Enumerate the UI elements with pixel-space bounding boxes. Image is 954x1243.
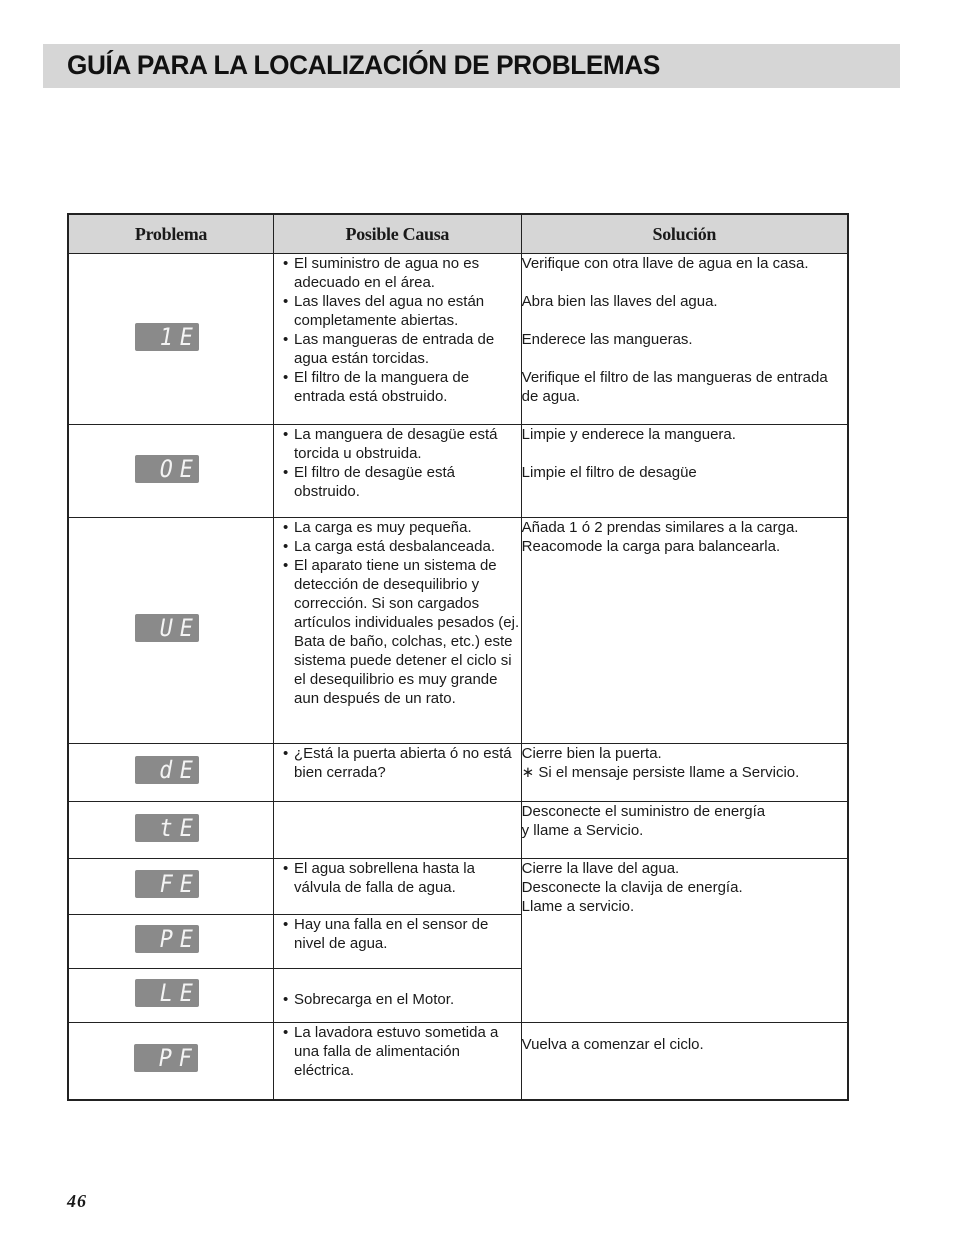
solution-text: Llame a servicio. xyxy=(521,898,635,915)
lcd-display-icon xyxy=(135,979,199,1007)
page-title: GUÍA PARA LA LOCALIZACIÓN DE PROBLEMAS xyxy=(67,50,660,80)
solution-text: Cierre la llave del agua. xyxy=(521,860,680,877)
title-banner xyxy=(43,44,900,88)
lcd-digit: 1 xyxy=(157,322,176,351)
table-row xyxy=(68,859,848,915)
cause-cell xyxy=(274,425,522,518)
solution-text: Abra bien las llaves del agua. xyxy=(521,293,718,310)
cause-cell xyxy=(274,254,522,425)
lcd-digit: P xyxy=(157,925,176,953)
header-posible-causa: Posible Causa xyxy=(274,214,522,254)
lcd-display-icon xyxy=(135,870,199,898)
cause-item: • El filtro de la manguera de entrada está obstruido. xyxy=(274,368,521,406)
error-code-cell xyxy=(68,254,274,425)
cause-item: • Hay una falla en el sensor de nivel de agua. xyxy=(274,915,521,953)
error-code-cell xyxy=(68,518,274,744)
solution-cell xyxy=(521,744,848,802)
lcd-digit: E xyxy=(177,454,196,483)
header-problema: Problema xyxy=(68,214,274,254)
cause-item: • Las llaves del agua no están completamente abiertas. xyxy=(274,292,521,330)
table-row xyxy=(68,802,848,859)
lcd-digit: E xyxy=(177,614,196,642)
lcd-digit: E xyxy=(177,870,196,898)
lcd-digit: E xyxy=(177,322,196,351)
solution-text: Desconecte la clavija de energía. xyxy=(521,879,743,896)
table-row xyxy=(68,425,848,518)
solution-text: Reacomode la carga para balancearla. xyxy=(521,538,781,555)
lcd-display-icon xyxy=(135,925,199,953)
lcd-digit: L xyxy=(157,979,176,1007)
lcd-digit: O xyxy=(157,454,176,483)
solution-text: Limpie y enderece la manguera. xyxy=(521,426,736,443)
lcd-digit: F xyxy=(176,1044,195,1073)
error-code-cell xyxy=(68,802,274,859)
header-solucion: Solución xyxy=(521,214,848,254)
cause-item: • Sobrecarga en el Motor. xyxy=(274,990,521,1009)
solution-text: Verifique el filtro de las mangueras de entrada de agua. xyxy=(521,369,828,405)
cause-cell xyxy=(274,518,522,744)
lcd-digit: F xyxy=(157,870,176,898)
solution-text: Verifique con otra llave de agua en la casa. xyxy=(521,255,809,272)
lcd-digit: E xyxy=(177,756,196,784)
solution-cell xyxy=(521,518,848,744)
cause-cell xyxy=(274,744,522,802)
lcd-display-icon xyxy=(134,1044,198,1072)
solution-text: Añada 1 ó 2 prendas similares a la carga. xyxy=(521,519,799,536)
solution-cell xyxy=(521,425,848,518)
table-row xyxy=(68,744,848,802)
cause-cell xyxy=(274,969,522,1023)
solution-note: ∗ Si el mensaje persiste llame a Servicio. xyxy=(521,764,800,781)
solution-cell xyxy=(521,859,848,1023)
table-row xyxy=(68,1023,848,1100)
cause-item: • El filtro de desagüe está obstruido. xyxy=(274,463,521,501)
solution-text: Cierre bien la puerta. xyxy=(521,745,662,762)
lcd-display-icon xyxy=(135,614,199,642)
error-code-cell xyxy=(68,915,274,969)
cause-item: • La manguera de desagüe está torcida u obstruida. xyxy=(274,425,521,463)
cause-item: • La carga está desbalanceada. xyxy=(274,537,521,556)
lcd-display-icon xyxy=(135,323,199,351)
lcd-display-icon xyxy=(135,756,199,784)
table-row xyxy=(68,518,848,744)
lcd-digit: t xyxy=(157,813,176,842)
cause-item: • ¿Está la puerta abierta ó no está bien cerrada? xyxy=(274,744,521,782)
cause-item: • La carga es muy pequeña. xyxy=(274,518,521,537)
error-code-cell xyxy=(68,744,274,802)
table-row xyxy=(68,254,848,425)
cause-cell xyxy=(274,859,522,915)
solution-text: Desconecte el suministro de energía xyxy=(521,803,766,820)
cause-cell xyxy=(274,915,522,969)
solution-text: y llame a Servicio. xyxy=(521,822,644,839)
error-code-cell xyxy=(68,969,274,1023)
lcd-display-icon xyxy=(135,455,199,483)
solution-cell xyxy=(521,1023,848,1100)
cause-item: • Las mangueras de entrada de agua están torcidas. xyxy=(274,330,521,368)
lcd-digit: P xyxy=(156,1044,175,1073)
cause-cell xyxy=(274,1023,522,1100)
cause-item: • El suministro de agua no es adecuado en el área. xyxy=(274,254,521,292)
cause-item: • El aparato tiene un sistema de detección de desequilibrio y corrección. Si son cargados artículos individuales pesados (ej. Bata de baño, colchas, etc.) este sistema puede detener el ciclo si el desequilibrio es muy grande aun después de un rato. xyxy=(274,556,521,708)
lcd-display-icon xyxy=(135,814,199,842)
lcd-digit: E xyxy=(177,925,196,953)
table-header-row xyxy=(68,214,848,254)
solution-text: Vuelva a comenzar el ciclo. xyxy=(521,1036,704,1053)
solution-text: Enderece las mangueras. xyxy=(521,331,693,348)
page-number: 46 xyxy=(67,1191,87,1211)
error-code-cell xyxy=(68,859,274,915)
cause-item: • La lavadora estuvo sometida a una falla de alimentación eléctrica. xyxy=(274,1023,521,1080)
lcd-digit: d xyxy=(157,756,176,784)
solution-cell xyxy=(521,802,848,859)
cause-cell xyxy=(274,802,522,859)
lcd-digit: E xyxy=(177,979,196,1007)
solution-text: Limpie el filtro de desagüe xyxy=(521,464,697,481)
solution-cell xyxy=(521,254,848,425)
troubleshooting-table xyxy=(67,213,849,1101)
cause-item: • El agua sobrellena hasta la válvula de falla de agua. xyxy=(274,859,521,897)
lcd-digit: E xyxy=(177,813,196,842)
error-code-cell xyxy=(68,1023,274,1100)
lcd-digit: U xyxy=(157,614,176,642)
error-code-cell xyxy=(68,425,274,518)
